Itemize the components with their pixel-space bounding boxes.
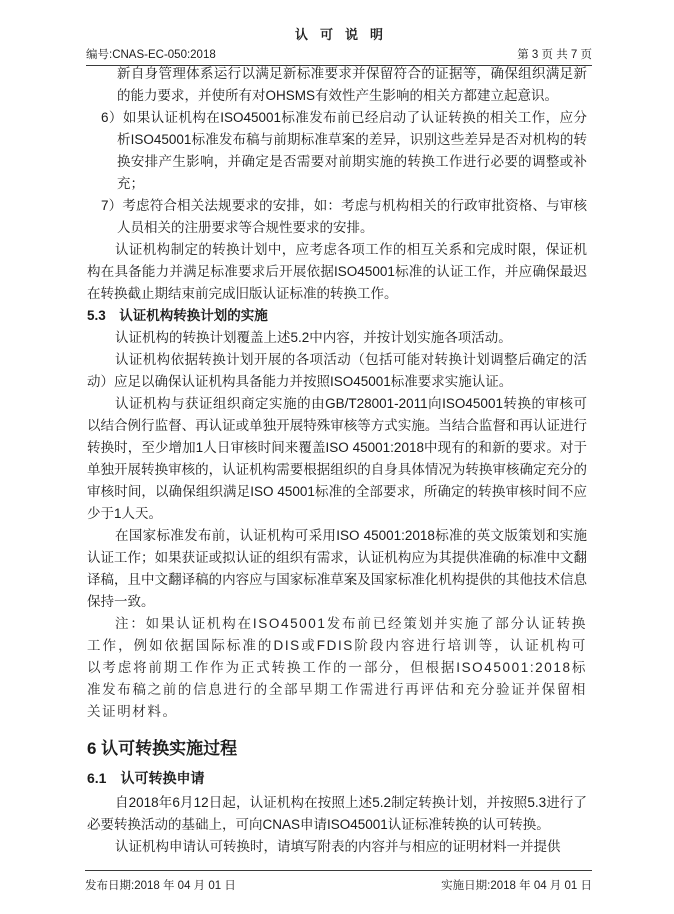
list-item bbox=[87, 107, 587, 195]
page-number-indicator: 第 3 页 共 7 页 bbox=[517, 49, 592, 61]
paragraph-6-1-1: 自2018年6月12日起，认证机构在按照上述5.2制定转换计划，并按照5.3进行了必要转换活动的基础上，可向CNAS申请ISO45001认证标准转换的认可转换。 bbox=[87, 795, 587, 832]
list-item bbox=[87, 195, 587, 239]
paragraph-5-3-4: 在国家标准发布前，认证机构可采用ISO 45001:2018标准的英文版策划和实施认证工作；如果获证或拟认证的组织有需求，认证机构应为其提供准确的标准中文翻译稿，且中文翻译稿的内容应与国家标准草案及国家标准化机构提供的其他技术信息保持一致。 bbox=[87, 528, 587, 609]
heading-5-3: 5.3 认证机构转换计划的实施 bbox=[87, 308, 268, 323]
list-item-marker: 7） bbox=[101, 198, 123, 213]
paragraph-5-3-2: 认证机构依据转换计划开展的各项活动（包括可能对转换计划调整后确定的活动）应足以确保认证机构具备能力并按照ISO45001标准要求实施认证。 bbox=[87, 352, 587, 389]
document-number: 编号:CNAS-EC-050:2018 bbox=[86, 49, 216, 61]
heading-6: 6 认可转换实施过程 bbox=[87, 739, 238, 758]
implementation-date: 实施日期:2018 年 04 月 01 日 bbox=[441, 880, 592, 892]
release-date: 发布日期:2018 年 04 月 01 日 bbox=[85, 880, 236, 892]
paragraph-transition-plan: 认证机构制定的转换计划中，应考虑各项工作的相互关系和完成时限，保证机构在具备能力并满足标准要求后开展依据ISO45001标准的认证工作，并应确保最迟在转换截止期结束前完成旧版认证标准的转换工作。 bbox=[87, 242, 587, 301]
document-title: 认可说明 bbox=[294, 27, 395, 42]
list-item-text: 考虑符合相关法规要求的安排，如：考虑与机构相关的行政审批资格、与审核人员相关的注册要求等合规性要求的安排。 bbox=[117, 198, 588, 235]
paragraph-5-3-3: 认证机构与获证组织商定实施的由GB/T28001-2011向ISO45001转换的审核可以结合例行监督、再认证或单独开展特殊审核等方式实施。当结合监督和再认证进行转换时，至少增加1人日审核时间来覆盖ISO 45001:2018中现有的和新的要求。对于单独开展转换审核的，认证机构需要根据组织的自身具体情况为转换审核确定充分的审核时间，以确保组织满足ISO 45001标准的全部要求，所确定的转换审核时间不应少于1人天。 bbox=[87, 396, 587, 521]
list-item-text: 如果认证机构在ISO45001标准发布前已经启动了认证转换的相关工作，应分析ISO45001标准发布稿与前期标准草案的差异，识别这些差异是否对机构的转换安排产生影响，并确定是否需要对前期实施的转换工作进行必要的调整或补充； bbox=[117, 110, 587, 191]
page-header bbox=[86, 24, 592, 66]
paragraph-continued: 新自身管理体系运行以满足新标准要求并保留符合的证据等，确保组织满足新的能力要求，并使所有对OHSMS有效性产生影响的相关方都建立起意识。 bbox=[117, 66, 587, 103]
page-footer bbox=[85, 870, 592, 893]
paragraph-6-1-2: 认证机构申请认可转换时，请填写附表的内容并与相应的证明材料一并提供 bbox=[115, 839, 561, 854]
heading-6-1: 6.1 认可转换申请 bbox=[87, 770, 205, 786]
paragraph-5-3-1: 认证机构的转换计划覆盖上述5.2中内容，并按计划实施各项活动。 bbox=[115, 330, 512, 345]
document-body bbox=[87, 63, 587, 858]
note-paragraph: 注：如果认证机构在ISO45001发布前已经策划并实施了部分认证转换工作，例如依据国际标准的DIS或FDIS阶段内容进行培训等，认证机构可以考虑将前期工作作为正式转换工作的一部分，但根据ISO45001:2018标准发布稿之前的信息进行的全部早期工作需进行再评估和充分验证并保留相关证明材料。 bbox=[87, 616, 587, 719]
list-item-marker: 6） bbox=[101, 110, 123, 125]
